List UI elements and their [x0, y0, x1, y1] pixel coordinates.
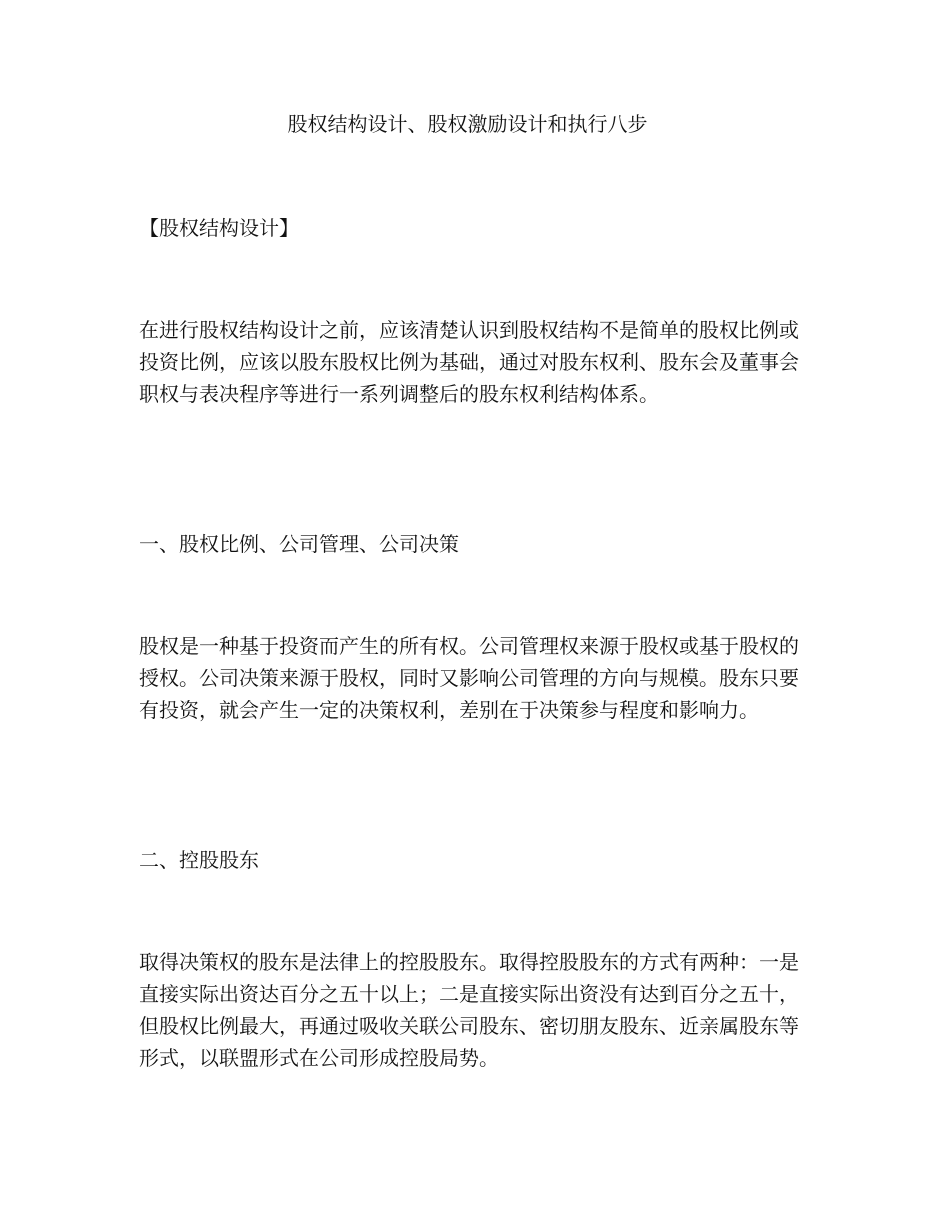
document-title: 股权结构设计、股权激励设计和执行八步: [287, 112, 648, 136]
intro-paragraph: 在进行股权结构设计之前，应该清楚认识到股权结构不是简单的股权比例或投资比例，应该以股东股权比例为基础，通过对股东权利、股东会及董事会职权与表决程序等进行一系列调整后的股东权利结构体系。: [139, 318, 799, 406]
section-paragraph-1: 股权是一种基于投资而产生的所有权。公司管理权来源于股权或基于股权的授权。公司决策来源于股权，同时又影响公司管理的方向与规模。股东只要有投资，就会产生一定的决策权利，差别在于决策参与程度和影响力。: [139, 634, 799, 722]
section-heading-1: 一、股权比例、公司管理、公司决策: [139, 532, 459, 556]
section-heading: 【股权结构设计】: [139, 216, 299, 240]
section-paragraph-2: 取得决策权的股东是法律上的控股股东。取得控股股东的方式有两种：一是直接实际出资达百分之五十以上；二是直接实际出资没有达到百分之五十，但股权比例最大，再通过吸收关联公司股东、密切朋友股东、近亲属股东等形式，以联盟形式在公司形成控股局势。: [139, 950, 799, 1070]
section-heading-2: 二、控股股东: [139, 848, 259, 872]
